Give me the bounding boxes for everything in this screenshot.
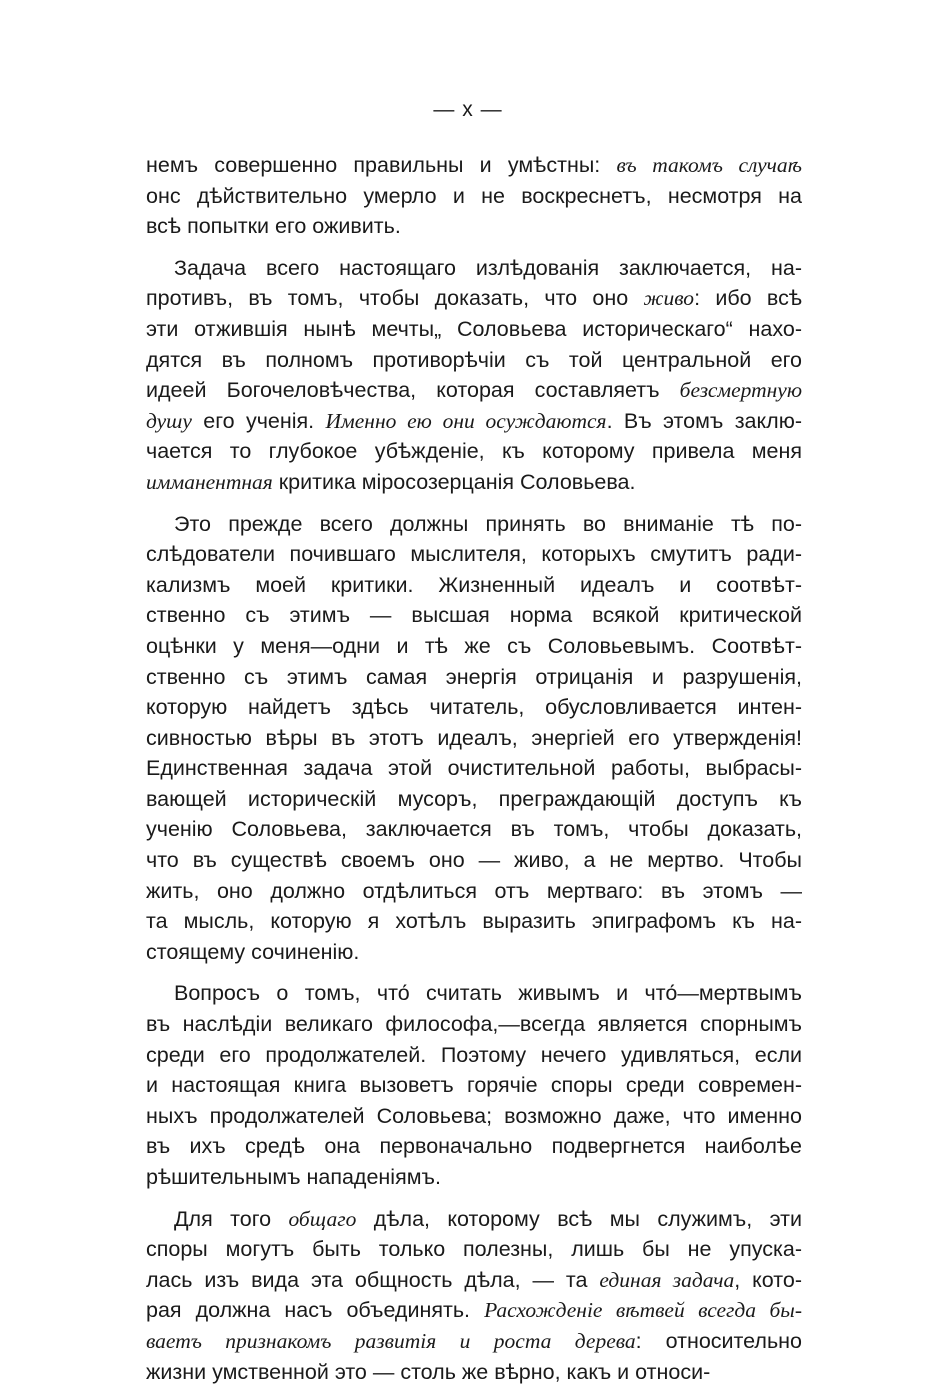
italic-text: единая задача xyxy=(599,1267,735,1292)
text-segment: лась изъ вида эта общность дѣла, — та xyxy=(146,1267,600,1292)
paragraph-gap xyxy=(146,1193,802,1204)
text-segment: жизни умственной это — столь же вѣрно, какъ и относи- xyxy=(146,1359,711,1384)
text-line xyxy=(146,723,802,754)
text-line xyxy=(146,375,802,406)
text-segment: ственно съ этимъ самая энергія отрицанія и разрушенія, xyxy=(146,664,802,689)
text-segment: сивностью вѣры въ этотъ идеалъ, энергіей его утвержденія! xyxy=(146,725,802,750)
paragraph-gap xyxy=(146,498,802,509)
text-segment: ственно съ этимъ — высшая норма всякой критической xyxy=(146,603,802,628)
text-line xyxy=(146,600,802,631)
italic-text: имманентная xyxy=(146,469,273,494)
text-line xyxy=(146,1357,802,1387)
text-line xyxy=(146,509,802,540)
text-line xyxy=(146,1009,802,1040)
text-segment: слѣдователи почившаго мыслителя, которыхъ смутитъ ради- xyxy=(146,542,802,567)
text-segment: въ ихъ средѣ она первоначально подвергнется наиболѣе xyxy=(146,1134,802,1159)
paragraph xyxy=(146,978,802,1192)
italic-text: душу xyxy=(146,408,192,433)
text-segment: . Въ этомъ заклю- xyxy=(606,408,802,433)
text-segment: онс дѣйствительно умерло и не воскреснетъ, несмотря на xyxy=(146,183,802,208)
italic-text: Именно ею они осуждаются xyxy=(325,408,607,433)
text-line xyxy=(146,937,802,968)
text-line xyxy=(146,150,802,181)
paragraph-gap xyxy=(146,242,802,253)
text-line xyxy=(146,631,802,662)
text-segment: всѣ попытки его оживить. xyxy=(146,214,401,239)
text-segment: ныхъ продолжателей Соловьева; возможно даже, что именно xyxy=(146,1103,802,1128)
text-segment: дѣла, которому всѣ мы служимъ, эти xyxy=(356,1206,802,1231)
text-line xyxy=(146,570,802,601)
text-line xyxy=(146,978,802,1009)
italic-text: общаго xyxy=(288,1206,357,1231)
text-segment: Для того xyxy=(174,1206,289,1231)
text-line xyxy=(146,253,802,284)
text-line xyxy=(146,1265,802,1296)
text-segment: : ибо всѣ xyxy=(694,286,802,311)
text-segment: кализмъ моей критики. Жизненный идеалъ и соотвѣт- xyxy=(146,572,802,597)
text-segment: немъ совершенно правильны и умѣстны: xyxy=(146,153,617,177)
text-segment: его ученія. xyxy=(191,408,326,433)
text-segment: Задача всего настоящаго излѣдованія заключается, на- xyxy=(174,255,802,280)
text-segment: противъ, въ томъ, чтобы доказать, что оно xyxy=(146,286,644,311)
text-line xyxy=(146,876,802,907)
text-line xyxy=(146,1295,802,1326)
text-segment: которую найдетъ здѣсь читатель, обусловливается интен- xyxy=(146,695,802,720)
text-line xyxy=(146,845,802,876)
text-line xyxy=(146,1162,802,1193)
text-line xyxy=(146,467,802,498)
text-segment: оцѣнки у меня—одни и тѣ же съ Соловьевымъ. Соотвѣт- xyxy=(146,633,802,658)
text-segment: идеей Богочеловѣчества, которая составляетъ xyxy=(146,378,680,403)
page-number: — x — xyxy=(433,98,503,121)
text-line xyxy=(146,1040,802,1071)
text-line xyxy=(146,436,802,467)
italic-text: живо xyxy=(643,286,695,311)
text-segment: и настоящая книга вызоветъ горячіе споры среди современ- xyxy=(146,1073,802,1098)
text-line xyxy=(146,211,802,242)
page-body xyxy=(146,150,802,1387)
text-segment: стоящему сочиненію. xyxy=(146,939,360,964)
text-line xyxy=(146,784,802,815)
text-line xyxy=(146,406,802,437)
text-line xyxy=(146,1101,802,1132)
text-segment: въ наслѣдіи великаго философа,—всегда является спорнымъ xyxy=(146,1012,802,1037)
text-segment: ученію Соловьева, заключается въ томъ, чтобы доказать, xyxy=(146,817,802,842)
text-line xyxy=(146,283,802,314)
italic-text: въ такомъ случаѣ xyxy=(616,153,802,177)
text-line xyxy=(146,662,802,693)
italic-text: Расхожденіе вѣтвей всегда бы- xyxy=(484,1298,802,1323)
text-line xyxy=(146,314,802,345)
text-segment: дятся въ полномъ противорѣчіи съ той центральной его xyxy=(146,347,802,372)
text-segment: та мысль, которую я хотѣлъ выразить эпиграфомъ къ на- xyxy=(146,909,802,934)
text-segment: Единственная задача этой очистительной работы, выбрасы- xyxy=(146,756,802,781)
italic-text: безсмертную xyxy=(679,378,802,403)
text-segment: : относительно xyxy=(635,1328,802,1353)
text-segment: , кото- xyxy=(734,1267,802,1292)
text-segment: среди его продолжателей. Поэтому нечего удивляться, если xyxy=(146,1042,802,1067)
text-segment: рая должна насъ объединять. xyxy=(146,1298,485,1323)
text-line xyxy=(146,1234,802,1265)
paragraph xyxy=(146,150,802,242)
text-segment: Вопросъ о томъ, что́ считать живымъ и что́—мертвымъ xyxy=(174,981,802,1006)
text-segment: что въ существѣ своемъ оно — живо, а не мертво. Чтобы xyxy=(146,848,802,873)
italic-text: ваетъ признакомъ развитія и роста дерева xyxy=(146,1328,636,1353)
text-segment: жить, оно должно отдѣлиться отъ мертваго: въ этомъ — xyxy=(146,878,802,903)
text-segment: эти отжившія нынѣ мечты„ Соловьева историческаго“ нахо- xyxy=(146,316,802,341)
text-line xyxy=(146,692,802,723)
text-segment: Это прежде всего должны принять во вниманіе тѣ по- xyxy=(174,511,802,536)
text-line xyxy=(146,814,802,845)
text-segment: критика міросозерцанія Соловьева. xyxy=(272,469,636,494)
paragraph xyxy=(146,253,802,498)
text-segment: вающей историческій мусоръ, преграждающій доступъ къ xyxy=(146,786,802,811)
text-segment: споры могутъ быть только полезны, лишь бы не упуска- xyxy=(146,1237,802,1262)
text-line xyxy=(146,539,802,570)
text-line xyxy=(146,906,802,937)
text-segment: рѣшительнымъ нападеніямъ. xyxy=(146,1165,441,1189)
paragraph xyxy=(146,1204,802,1387)
text-line xyxy=(146,181,802,212)
text-line xyxy=(146,753,802,784)
paragraph xyxy=(146,509,802,968)
text-line xyxy=(146,1326,802,1357)
paragraph-gap xyxy=(146,967,802,978)
text-line xyxy=(146,1204,802,1235)
text-segment: чается то глубокое убѣжденіе, къ которому привела меня xyxy=(146,439,802,464)
text-line xyxy=(146,1070,802,1101)
text-line xyxy=(146,345,802,376)
text-line xyxy=(146,1131,802,1162)
